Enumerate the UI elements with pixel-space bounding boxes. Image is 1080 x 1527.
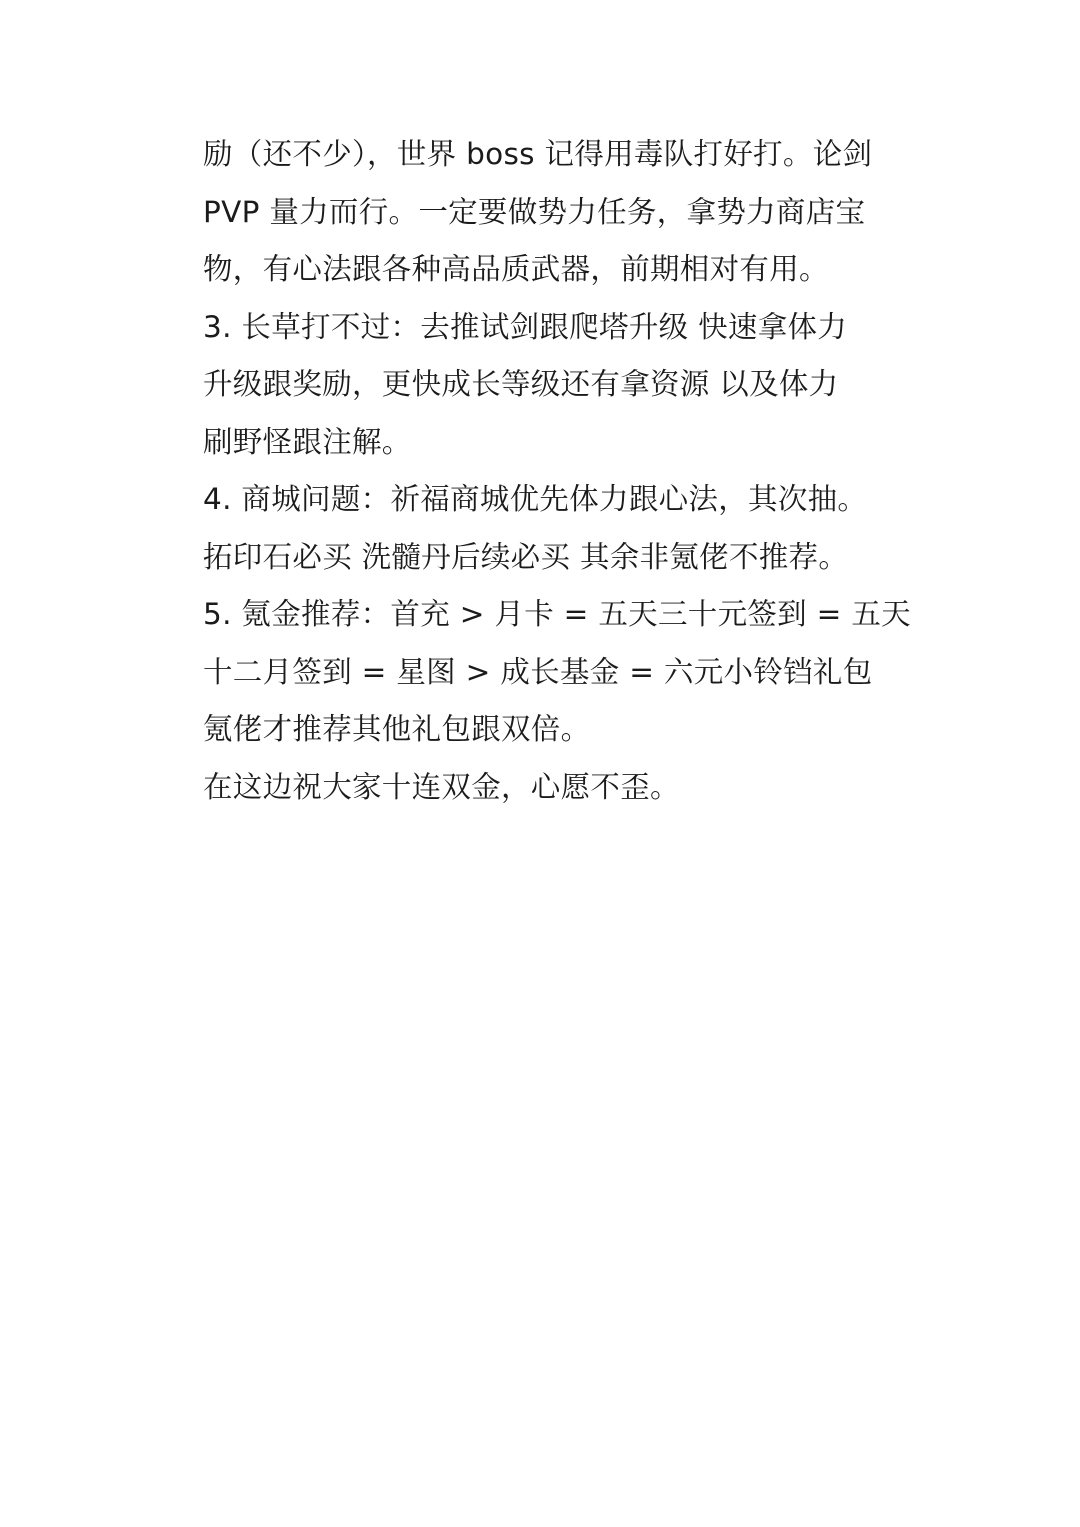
text-line: 升级跟奖励，更快成长等级还有拿资源 以及体力 (203, 367, 839, 401)
text-line: 拓印石必买 洗髓丹后续必买 其余非氪佬不推荐。 (203, 539, 849, 574)
text-line: 5. 氪金推荐：首充 > 月卡 = 五天三十元签到 = 五天 (203, 597, 911, 631)
text-line: 3. 长草打不过：去推试剑跟爬塔升级 快速拿体力 (203, 309, 848, 344)
text-line: 4. 商城问题：祈福商城优先体力跟心法，其次抽。 (203, 482, 868, 516)
text-line: PVP 量力而行。一定要做势力任务，拿势力商店宝 (203, 194, 866, 229)
text-line: 物，有心法跟各种高品质武器，前期相对有用。 (203, 252, 829, 286)
text-line: 励（还不少），世界 boss 记得用毒队打好打。论剑 (203, 137, 873, 171)
text-line: 氪佬才推荐其他礼包跟双倍。 (203, 712, 591, 746)
document-text (203, 126, 943, 816)
text-line: 刷野怪跟注解。 (203, 424, 412, 459)
text-line: 十二月签到 = 星图 > 成长基金 = 六元小铃铛礼包 (203, 654, 873, 689)
text-line: 在这边祝大家十连双金，心愿不歪。 (203, 769, 680, 804)
